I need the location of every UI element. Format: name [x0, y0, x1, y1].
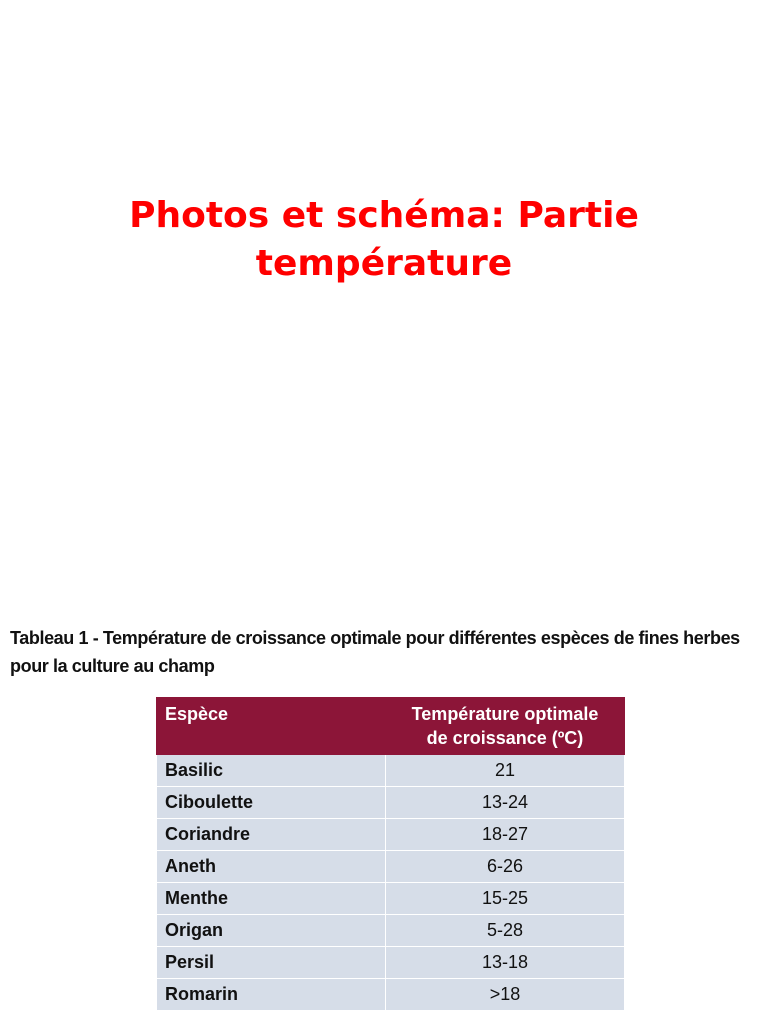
species-cell: Menthe	[157, 883, 386, 915]
slide-title-line-1: Photos et schéma: Partie	[129, 195, 639, 236]
species-cell: Persil	[157, 947, 386, 979]
table-row	[157, 979, 625, 1011]
table-row	[157, 851, 625, 883]
table-caption-line-2: pour la culture au champ	[10, 656, 215, 676]
column-header-temperature-line-2: de croissance (ºC)	[426, 728, 584, 748]
species-cell: Origan	[157, 915, 386, 947]
species-cell: Romarin	[157, 979, 386, 1011]
table-row	[157, 915, 625, 947]
table-caption-line-1: Tableau 1 - Température de croissance optimale pour différentes espèces de fines herbes	[10, 628, 740, 648]
table-row	[157, 787, 625, 819]
temperature-cell: 15-25	[386, 883, 625, 915]
slide-title	[0, 192, 768, 288]
species-cell: Ciboulette	[157, 787, 386, 819]
temperature-cell: 13-18	[386, 947, 625, 979]
table-caption	[10, 624, 768, 680]
column-header-species: Espèce	[157, 698, 386, 755]
slide-title-line-2: température	[255, 243, 513, 284]
table-row	[157, 755, 625, 787]
temperature-cell: 13-24	[386, 787, 625, 819]
temperature-cell: 5-28	[386, 915, 625, 947]
temperature-cell: 18-27	[386, 819, 625, 851]
table-row	[157, 819, 625, 851]
temperature-cell: 6-26	[386, 851, 625, 883]
herb-temperature-table	[156, 697, 625, 1011]
temperature-cell: >18	[386, 979, 625, 1011]
column-header-temperature-line-1: Température optimale	[411, 704, 599, 724]
species-cell: Aneth	[157, 851, 386, 883]
column-header-temperature	[386, 698, 625, 755]
table-row	[157, 947, 625, 979]
species-cell: Coriandre	[157, 819, 386, 851]
table-row	[157, 883, 625, 915]
table-header-row	[157, 698, 625, 755]
temperature-cell: 21	[386, 755, 625, 787]
species-cell: Basilic	[157, 755, 386, 787]
